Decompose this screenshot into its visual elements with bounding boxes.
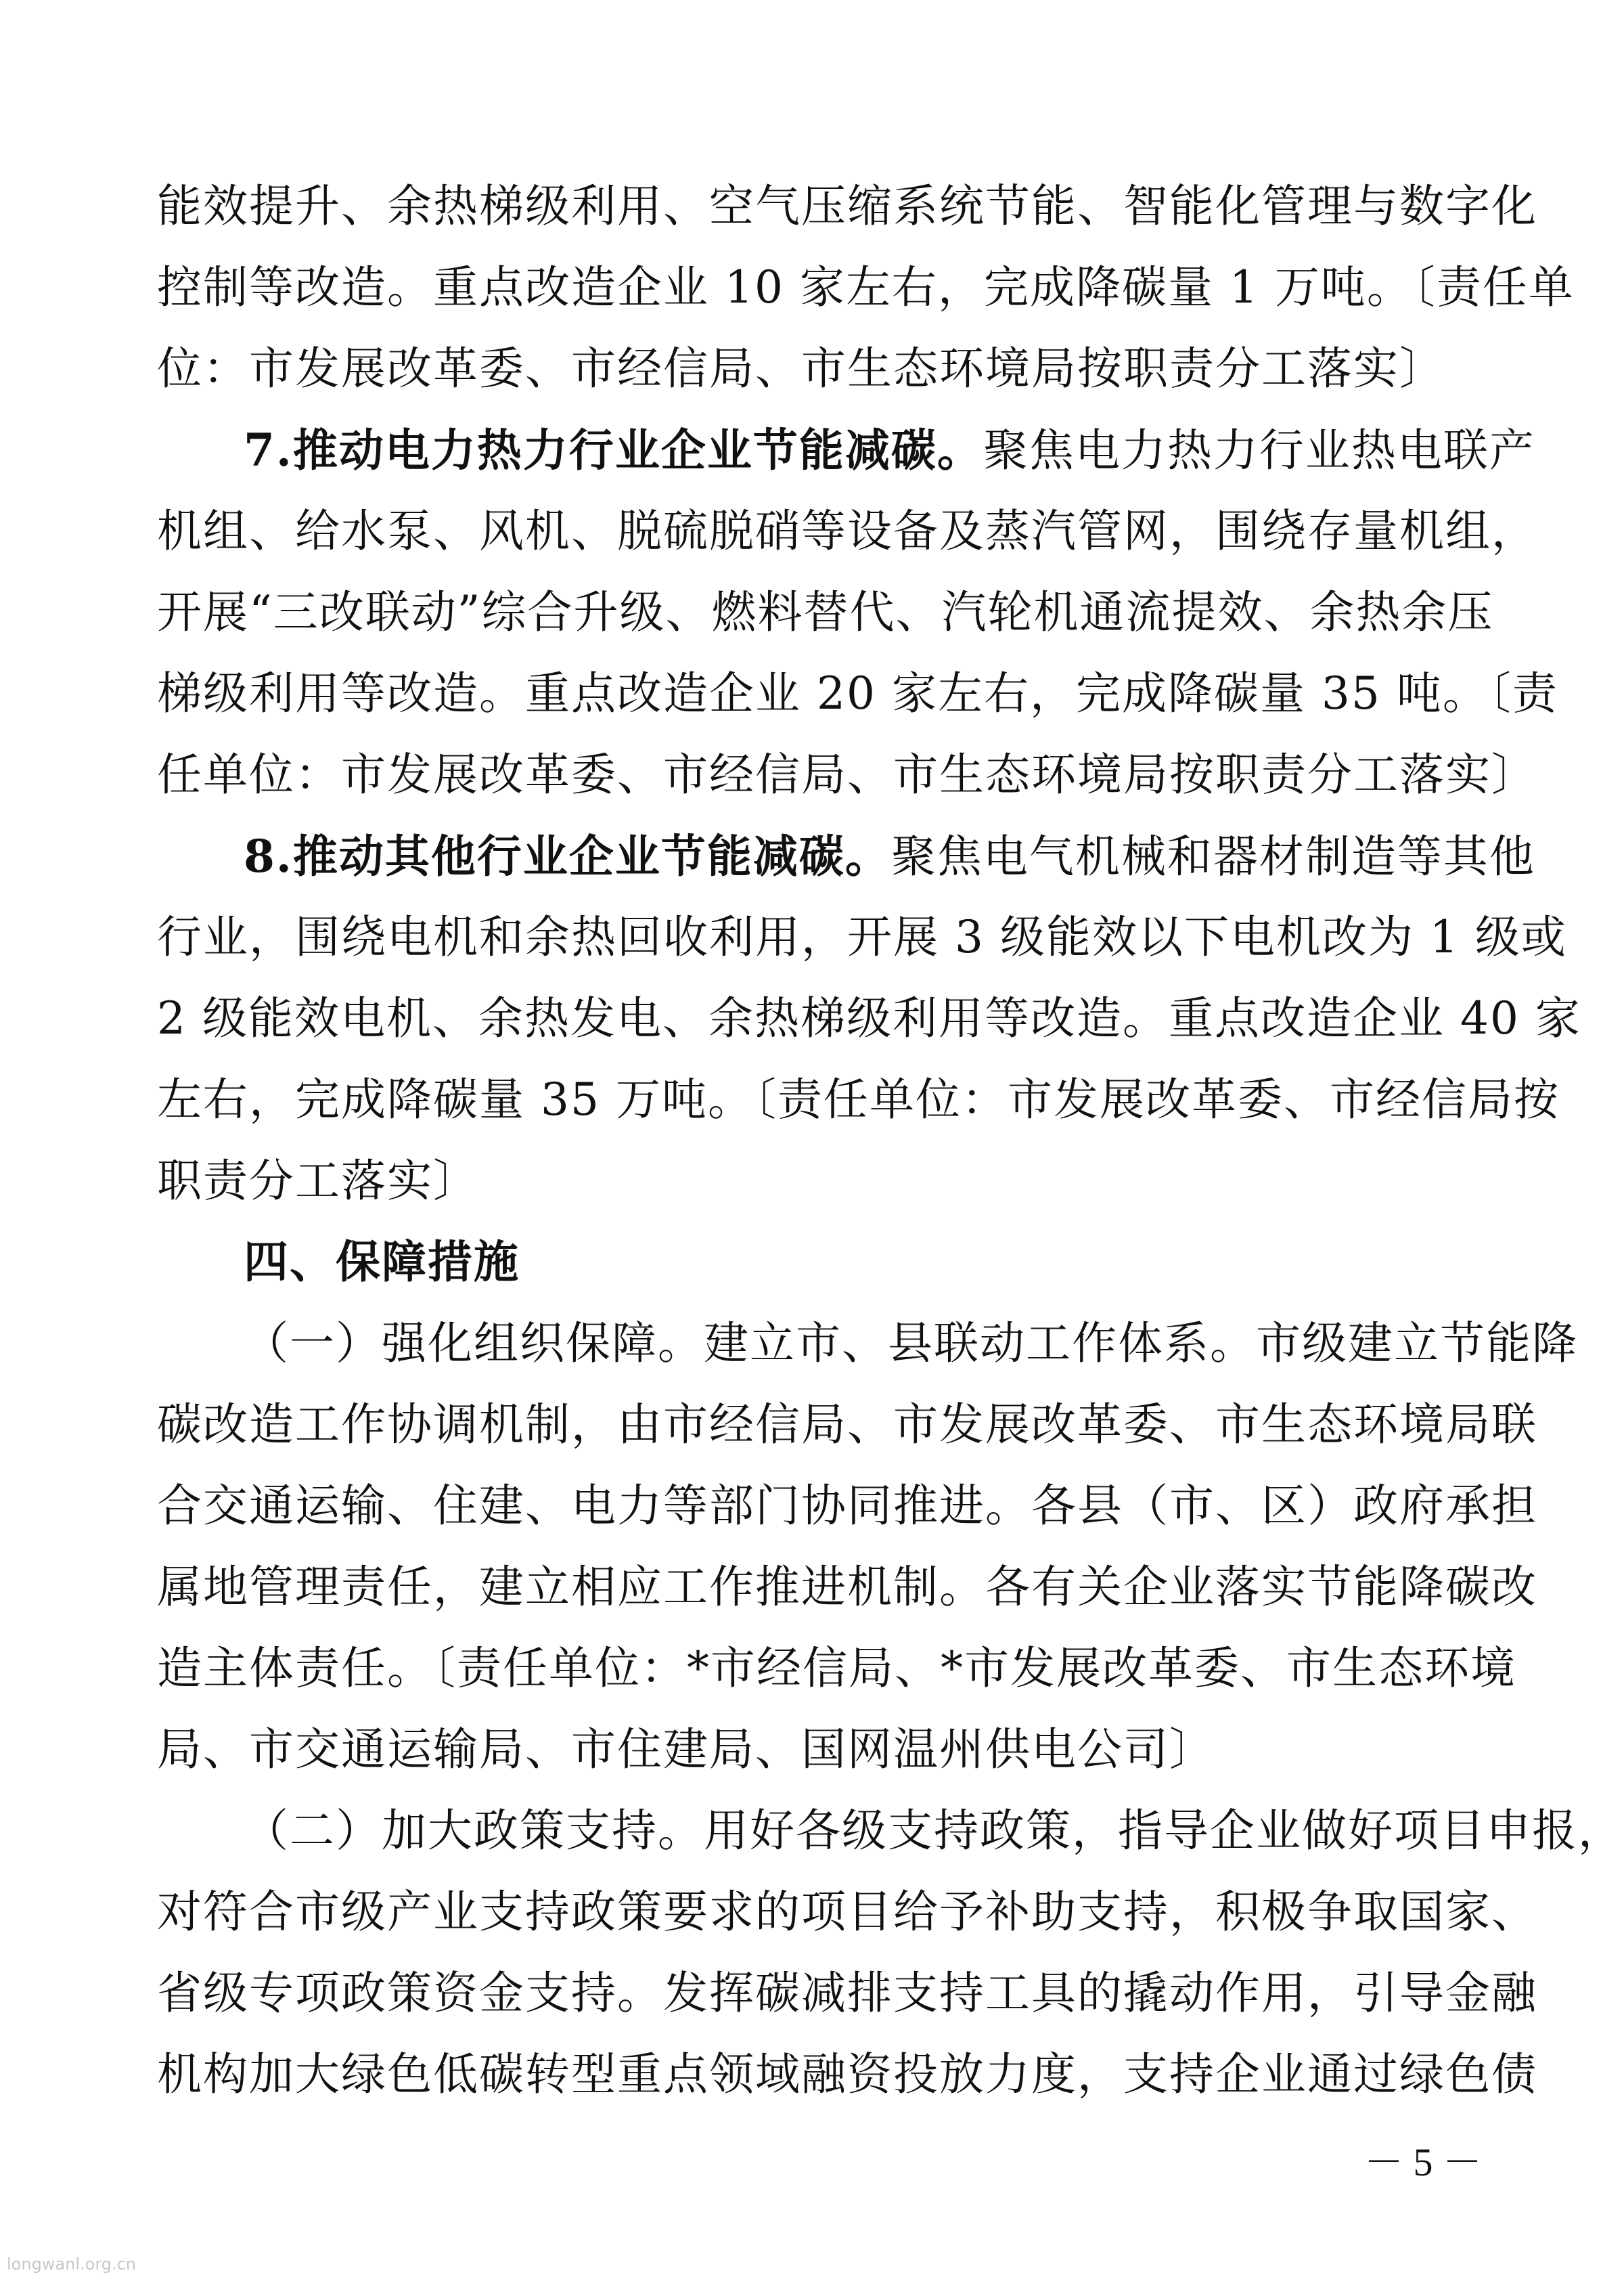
line-text: 职责分工落实〕 [157, 1155, 479, 1207]
line-text: 能效提升、余热梯级利用、空气压缩系统节能、智能化管理与数字化 [157, 180, 1537, 232]
line-text: 属地管理责任，建立相应工作推进机制。各有关企业落实节能降碳改 [157, 1561, 1537, 1613]
text-line [157, 1141, 1470, 1222]
line-text: 位：市发展改革委、市经信局、市生态环境局按职责分工落实〕 [157, 342, 1445, 395]
paragraph-7-first-line [244, 410, 1535, 491]
line-text: 机组、给水泵、风机、脱硫脱硝等设备及蒸汽管网，围绕存量机组， [157, 505, 1537, 557]
text-line [157, 1547, 1537, 1628]
line-text: （二）加大政策支持。用好各级支持政策，指导企业做好项目申报， [244, 1805, 1624, 1857]
line-text: 梯级利用等改造。重点改造企业 20 家左右，完成降碳量 35 吨。〔责 [157, 667, 1558, 720]
line-text: 控制等改造。重点改造企业 10 家左右，完成降碳量 1 万吨。〔责任单 [157, 261, 1575, 313]
text-line [244, 1303, 1578, 1384]
text-line [157, 572, 1494, 653]
line-text: 聚焦电力热力行业热电联产 [983, 424, 1535, 477]
line-text: 造主体责任。〔责任单位：*市经信局、*市发展改革委、市生态环境 [157, 1642, 1516, 1694]
text-line [157, 2034, 1537, 2115]
line-text: （一）强化组织保障。建立市、县联动工作体系。市级建立节能降 [244, 1317, 1578, 1369]
text-line [244, 1790, 1624, 1872]
paragraph-8-first-line [244, 816, 1535, 897]
text-line [157, 166, 1537, 247]
section-heading [244, 1222, 1470, 1303]
text-line [157, 1465, 1537, 1547]
text-line [157, 491, 1537, 572]
line-text: 任单位：市发展改革委、市经信局、市生态环境局按职责分工落实〕 [157, 749, 1537, 801]
text-line [157, 247, 1575, 328]
text-line [157, 1953, 1537, 2034]
line-text: 局、市交通运输局、市住建局、国网温州供电公司〕 [157, 1723, 1215, 1775]
section-heading-text: 四、保障措施 [244, 1236, 520, 1288]
text-line [157, 1059, 1560, 1141]
text-line [157, 897, 1567, 978]
paragraph-8-title: 8.推动其他行业企业节能减碳。 [244, 830, 891, 883]
text-line [157, 328, 1470, 410]
line-text: 开展“三改联动”综合升级、燃料替代、汽轮机通流提效、余热余压 [157, 586, 1494, 638]
line-text: 机构加大绿色低碳转型重点领域融资投放力度，支持企业通过绿色债 [157, 2048, 1537, 2100]
line-text: 聚焦电气机械和器材制造等其他 [890, 831, 1535, 883]
line-text: 左右，完成降碳量 35 万吨。〔责任单位：市发展改革委、市经信局按 [157, 1074, 1560, 1126]
text-line [157, 1384, 1537, 1465]
line-text: 省级专项政策资金支持。发挥碳减排支持工具的撬动作用，引导金融 [157, 1967, 1537, 2019]
page-number: － 5 － [1363, 2140, 1482, 2184]
text-line [157, 734, 1537, 816]
line-text: 对符合市级产业支持政策要求的项目给予补助支持，积极争取国家、 [157, 1886, 1537, 1938]
text-line [157, 978, 1581, 1059]
text-line [157, 1709, 1470, 1790]
paragraph-7-title: 7.推动电力热力行业企业节能减碳。 [244, 424, 983, 477]
line-text: 2 级能效电机、余热发电、余热梯级利用等改造。重点改造企业 40 家 [157, 992, 1581, 1044]
line-text: 碳改造工作协调机制，由市经信局、市发展改革委、市生态环境局联 [157, 1398, 1537, 1451]
text-line [157, 1872, 1537, 1953]
watermark-text: longwanl.org.cn [7, 2255, 137, 2274]
line-text: 行业，围绕电机和余热回收利用，开展 3 级能效以下电机改为 1 级或 [157, 911, 1567, 963]
line-text: 合交通运输、住建、电力等部门协同推进。各县（市、区）政府承担 [157, 1480, 1537, 1532]
text-line [157, 1628, 1516, 1709]
text-line [157, 653, 1558, 734]
